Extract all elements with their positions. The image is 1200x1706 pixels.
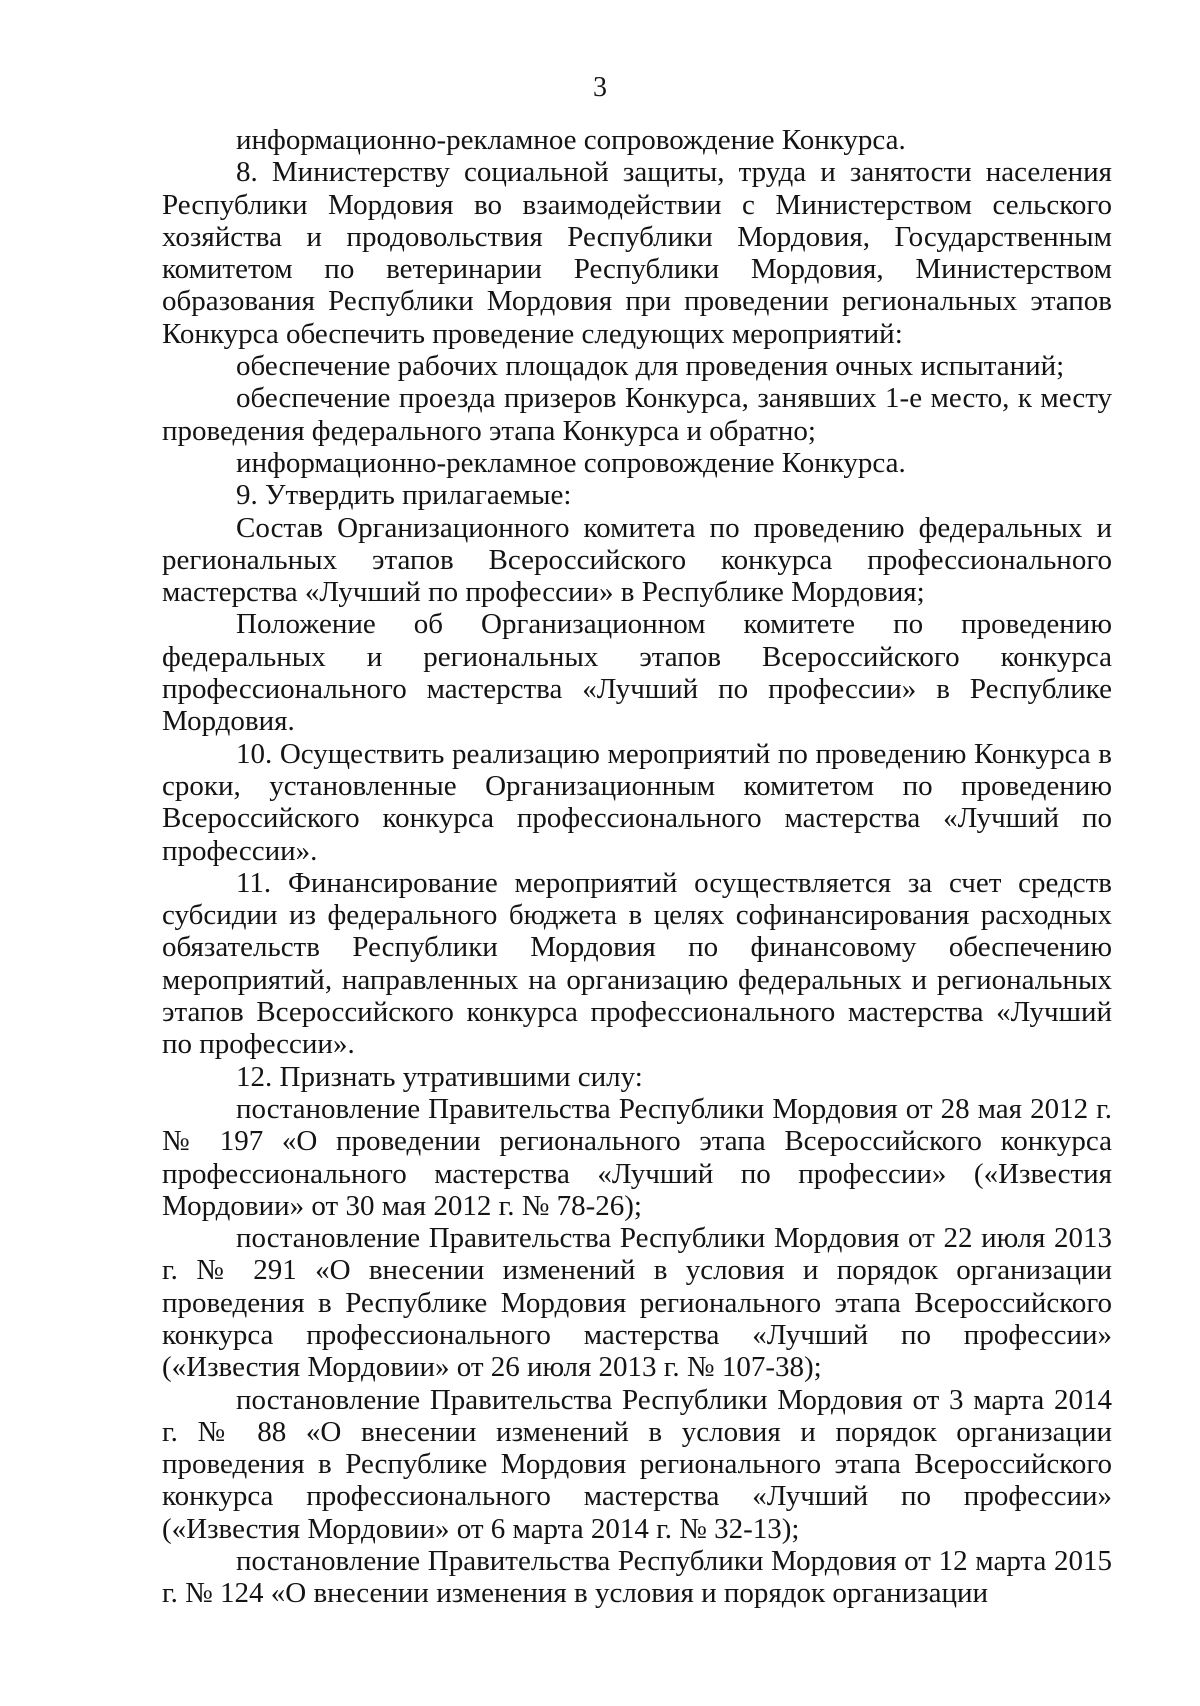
- paragraph-13: постановление Правительства Республики Мордовия от 22 июля 2013 г. № 291 «О внесении изменений в условия и порядок организации проведения в Республике Мордовия регионального этапа Всероссийского конкурса профессионального мастерства «Лучший по профессии» («Известия Мордовии» от 26 июля 2013 г. № 107-38);: [162, 1222, 1112, 1384]
- paragraph-12: постановление Правительства Республики Мордовия от 28 мая 2012 г. № 197 «О проведении регионального этапа Всероссийского конкурса профессионального мастерства «Лучший по профессии» («Известия Мордовии» от 30 мая 2012 г. № 78-26);: [162, 1092, 1112, 1222]
- page-number: 3: [593, 72, 607, 103]
- paragraph-2: 8. Министерству социальной защиты, труда и занятости населения Республики Мордовия во взаимодействии с Министерством сельского хозяйства и продовольствия Республики Мордовия, Государственным комитетом по ветеринарии Республики Мордовия, Министерством образования Республики Мордовия при проведении региональных этапов Конкурса обеспечить проведение следующих мероприятий:: [162, 156, 1112, 350]
- paragraph-10: 11. Финансирование мероприятий осуществляется за счет средств субсидии из федерального бюджета в целях софинансирования расходных обязательств Республики Мордовия по финансовому обеспечению мероприятий, направленных на организацию федеральных и региональных этапов Всероссийского конкурса профессионального мастерства «Лучший по профессии».: [162, 866, 1112, 1061]
- paragraph-3: обеспечение рабочих площадок для проведения очных испытаний;: [236, 350, 1065, 383]
- paragraph-14: постановление Правительства Республики Мордовия от 3 марта 2014 г. № 88 «О внесении изменений в условия и порядок организации проведения в Республике Мордовия регионального этапа Всероссийского конкурса профессионального мастерства «Лучший по профессии» («Известия Мордовии» от 6 марта 2014 г. № 32-13);: [162, 1383, 1112, 1545]
- document-body: [162, 124, 1112, 1610]
- paragraph-8: Положение об Организационном комитете по проведению федеральных и региональных этапов Всероссийского конкурса профессионального мастерства «Лучший по профессии» в Республике Мордовия.: [162, 608, 1112, 738]
- paragraph-1: информационно-рекламное сопровождение Конкурса.: [236, 124, 906, 156]
- paragraph-5: информационно-рекламное сопровождение Конкурса.: [236, 446, 906, 479]
- paragraph-6: 9. Утвердить прилагаемые:: [236, 479, 572, 512]
- paragraph-4: обеспечение проезда призеров Конкурса, занявших 1-е место, к месту проведения федерального этапа Конкурса и обратно;: [162, 382, 1112, 447]
- paragraph-15: постановление Правительства Республики Мордовия от 12 марта 2015 г. № 124 «О внесении изменения в условия и порядок организации: [162, 1545, 1112, 1610]
- paragraph-11: 12. Признать утратившими силу:: [236, 1060, 643, 1093]
- paragraph-7: Состав Организационного комитета по проведению федеральных и региональных этапов Всероссийского конкурса профессионального мастерства «Лучший по профессии» в Республике Мордовия;: [162, 511, 1112, 609]
- paragraph-9: 10. Осуществить реализацию мероприятий по проведению Конкурса в сроки, установленные Организационным комитетом по проведению Всероссийского конкурса профессионального мастерства «Лучший по профессии».: [162, 737, 1112, 867]
